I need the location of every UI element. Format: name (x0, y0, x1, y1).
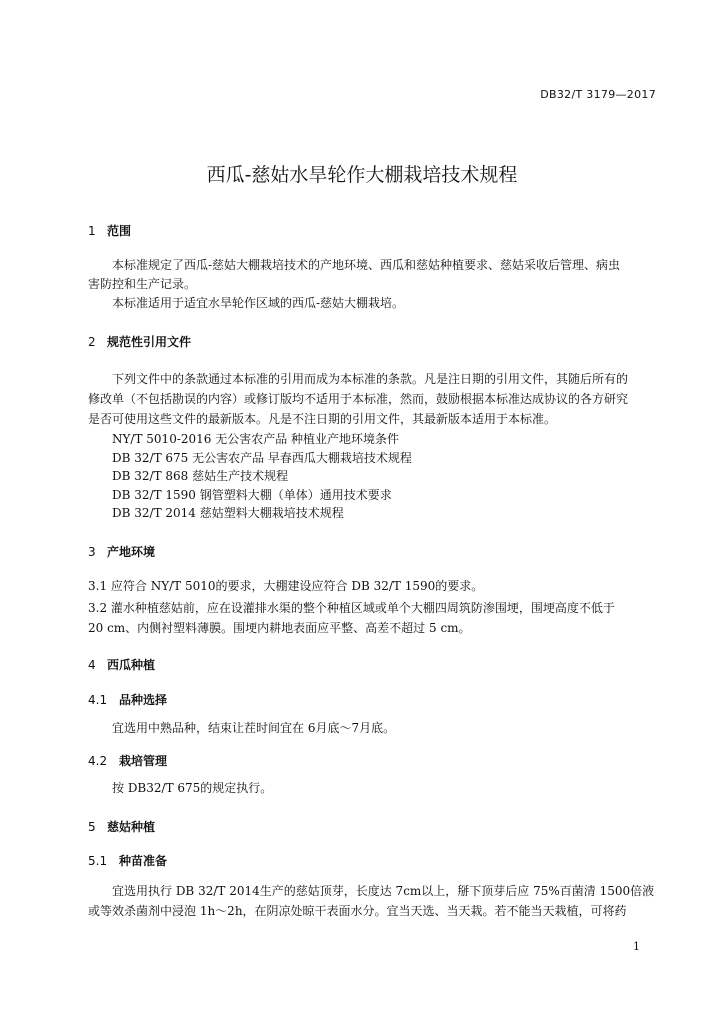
subsection-title: 种苗准备 (119, 854, 168, 868)
clause-3-1: 3.1 应符合 NY/T 5010的要求，大棚建设应符合 DB 32/T 1590的要求。 (88, 579, 484, 593)
reference-item: DB 32/T 868 慈姑生产技术规程 (112, 469, 289, 483)
paragraph: 修改单（不包括勘误的内容）或修订版均不适用于本标准，然而，鼓励根据本标准达成协议的各方研究 (88, 392, 629, 406)
reference-item: DB 32/T 1590 钢管塑料大棚（单体）通用技术要求 (112, 488, 392, 502)
section-number: 5 (88, 820, 96, 834)
subsection-title: 品种选择 (119, 693, 168, 707)
paragraph: 本标准规定了西瓜-慈姑大棚栽培技术的产地环境、西瓜和慈姑种植要求、慈姑采收后管理、病虫 (112, 258, 621, 272)
subsection-number: 4.2 (88, 754, 108, 768)
paragraph: 或等效杀菌剂中浸泡 1h～2h，在阴凉处晾干表面水分。宜当天选、当天栽。若不能当天栽植，可将药 (88, 904, 627, 918)
clause-3-2: 3.2 灌水种植慈姑前，应在设灌排水渠的整个种植区域或单个大棚四周筑防渗围埂，围埂高度不低于 (88, 601, 615, 615)
section-number: 4 (88, 658, 96, 672)
paragraph: 下列文件中的条款通过本标准的引用而成为本标准的条款。凡是注日期的引用文件，其随后所有的 (112, 372, 629, 386)
section-number: 1 (88, 224, 96, 238)
section-number: 2 (88, 335, 96, 349)
section-title: 范围 (107, 224, 132, 238)
section-title: 产地环境 (107, 545, 156, 559)
subsection-title: 栽培管理 (119, 754, 168, 768)
reference-item: DB 32/T 675 无公害农产品 早春西瓜大棚栽培技术规程 (112, 451, 412, 465)
section-heading-1 (88, 222, 131, 239)
reference-item: DB 32/T 2014 慈姑塑料大棚栽培技术规程 (112, 506, 344, 520)
page-number: 1 (633, 940, 640, 953)
subsection-heading-5-1 (88, 852, 167, 869)
section-title: 规范性引用文件 (107, 335, 192, 349)
section-heading-3 (88, 543, 155, 560)
subsection-number: 4.1 (88, 693, 108, 707)
section-heading-5 (88, 818, 155, 835)
standard-code: DB32/T 3179—2017 (540, 88, 656, 101)
paragraph: 本标准适用于适宜水旱轮作区域的西瓜-慈姑大棚栽培。 (112, 296, 405, 310)
paragraph: 宜选用执行 DB 32/T 2014生产的慈姑顶芽，长度达 7cm以上，掰下顶芽后应 75%百菌清 1500倍液 (112, 884, 655, 898)
clause-3-2-continued: 20 cm、内侧衬塑料薄膜。围埂内耕地表面应平整、高差不超过 5 cm。 (88, 621, 471, 635)
document-title: 西瓜-慈姑水旱轮作大棚栽培技术规程 (206, 164, 518, 186)
paragraph: 害防控和生产记录。 (88, 277, 197, 291)
subsection-number: 5.1 (88, 854, 108, 868)
section-heading-4 (88, 656, 155, 673)
paragraph: 按 DB32/T 675的规定执行。 (112, 781, 273, 795)
reference-item: NY/T 5010-2016 无公害农产品 种植业产地环境条件 (112, 432, 400, 446)
paragraph: 宜选用中熟品种，结束让茬时间宜在 6月底～7月底。 (112, 721, 396, 735)
section-number: 3 (88, 545, 96, 559)
section-title: 慈姑种植 (107, 820, 156, 834)
section-title: 西瓜种植 (107, 658, 156, 672)
section-heading-2 (88, 333, 191, 350)
paragraph: 是否可使用这些文件的最新版本。凡是不注日期的引用文件，其最新版本适用于本标准。 (88, 412, 557, 426)
subsection-heading-4-1 (88, 691, 167, 708)
subsection-heading-4-2 (88, 752, 167, 769)
